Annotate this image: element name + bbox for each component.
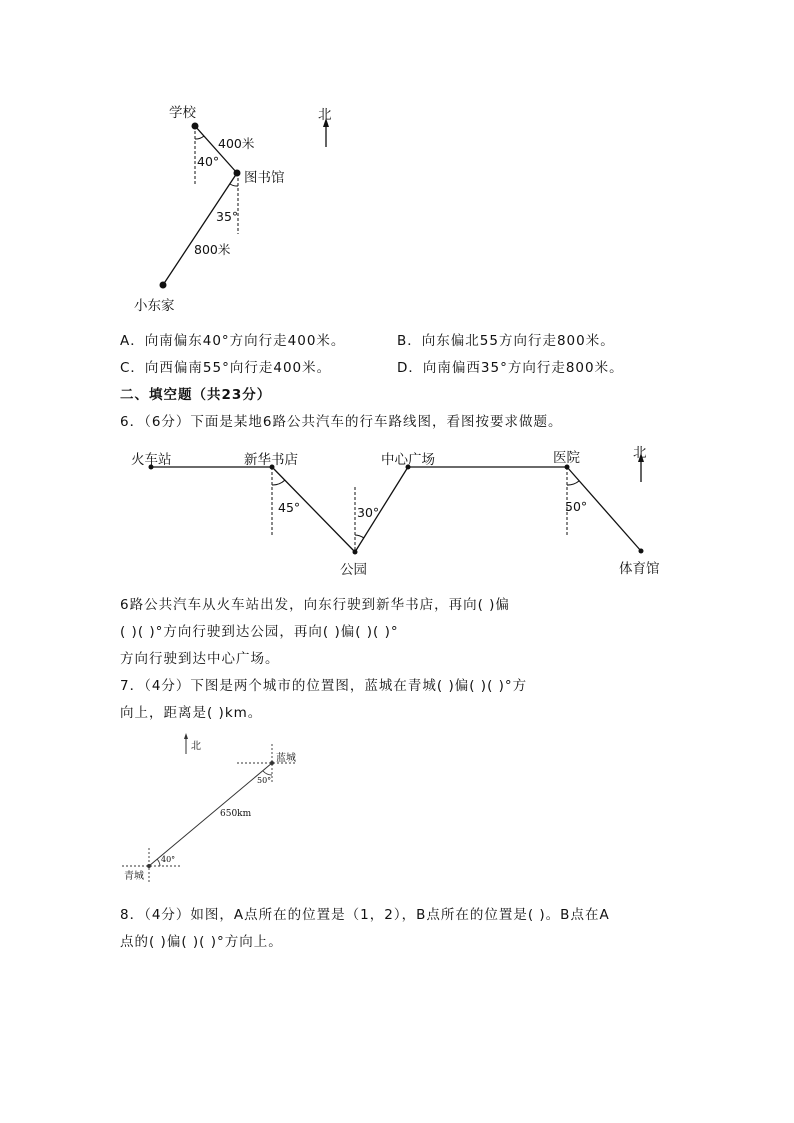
q8-line1: 8．（4分）如图，A点所在的位置是（1，2），B点所在的位置是( )。B点在A <box>120 907 610 923</box>
q8-line2: 点的( )偏( )( )°方向上。 <box>120 934 283 950</box>
option-a: A．向南偏东40°方向行走400米。 <box>120 333 346 349</box>
north-label: 北 <box>318 107 332 123</box>
north-label-2: 北 <box>633 445 647 461</box>
school-label: 学校 <box>169 105 196 121</box>
angle-30: 30° <box>357 505 380 520</box>
q7-line2: 向上，距离是( )km。 <box>120 705 263 721</box>
option-b: B．向东偏北55方向行走800米。 <box>397 333 615 349</box>
library-label: 图书馆 <box>244 170 285 186</box>
angle-40: 40° <box>197 154 220 169</box>
distance-650: 650km <box>220 809 252 819</box>
q6-blank-line2: ( )( )°方向行驶到达公园，再向( )偏( )( )° <box>120 624 399 640</box>
lancheng-label: 蓝城 <box>276 753 296 764</box>
angle-45: 45° <box>278 500 301 515</box>
angle-50: 50° <box>565 499 588 514</box>
station-bookstore: 新华书店 <box>244 452 298 468</box>
option-d: D．向南偏西35°方向行走800米。 <box>397 360 624 376</box>
q6-text: 6．（6分）下面是某地6路公共汽车的行车路线图，看图按要求做题。 <box>120 414 563 430</box>
section-title: 二、填空题（共23分） <box>120 387 272 403</box>
q6-blank-line1: 6路公共汽车从火车站出发，向东行驶到新华书店，再向( )偏 <box>120 597 510 613</box>
distance-800: 800米 <box>194 242 231 257</box>
north-label-3: 北 <box>191 741 201 752</box>
station-park: 公园 <box>340 562 367 578</box>
home-label: 小东家 <box>134 298 175 314</box>
angle-35: 35° <box>216 209 239 224</box>
q6-blank-line3: 方向行驶到达中心广场。 <box>120 651 280 667</box>
angle-50-city: 50° <box>257 776 272 785</box>
angle-40-city: 40° <box>161 855 176 864</box>
station-train: 火车站 <box>131 452 172 468</box>
option-c: C．向西偏南55°向行走400米。 <box>120 360 332 376</box>
station-gym: 体育馆 <box>619 561 660 577</box>
station-hospital: 医院 <box>553 450 580 466</box>
qingcheng-label: 青城 <box>124 871 144 882</box>
q7-line1: 7．（4分）下图是两个城市的位置图，蓝城在青城( )偏( )( )°方 <box>120 678 528 694</box>
distance-400: 400米 <box>218 136 255 151</box>
station-square: 中心广场 <box>381 452 435 468</box>
